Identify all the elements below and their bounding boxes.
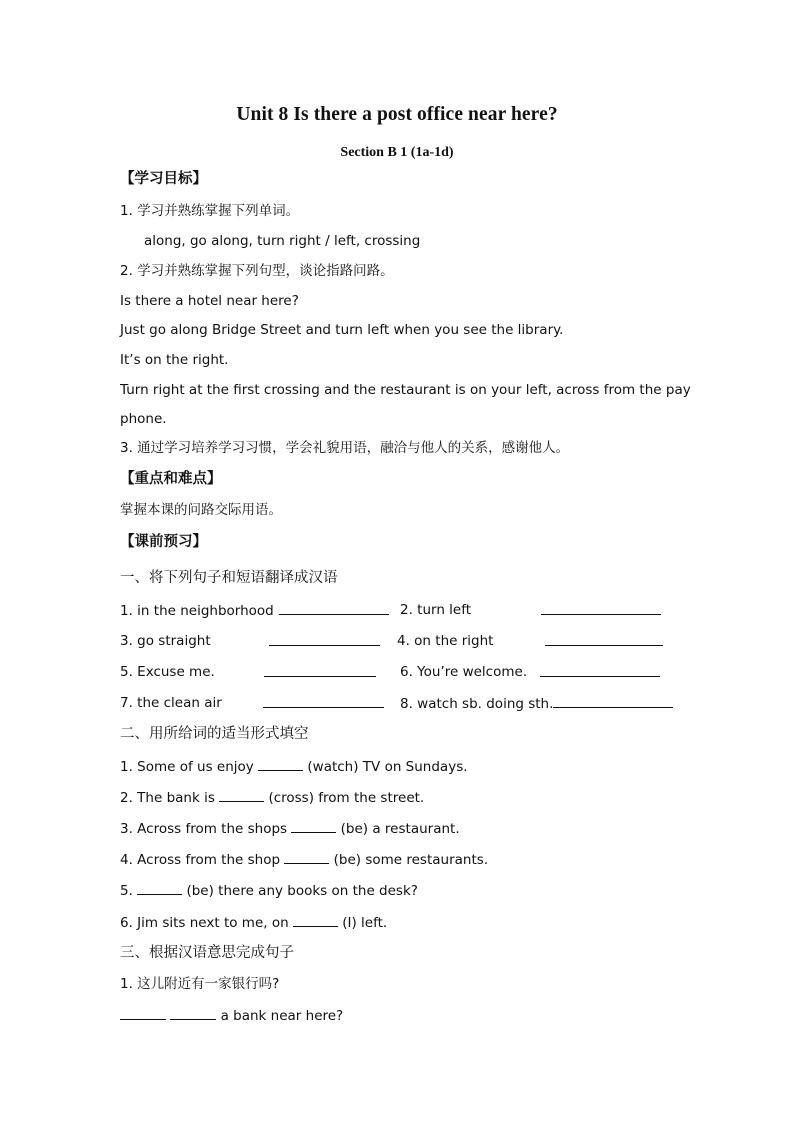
section-subtitle: Section B 1 (1a-1d) (340, 145, 454, 160)
page-title: Unit 8 Is there a post office near here? (236, 104, 558, 125)
objective-2: 2. 学习并熟练掌握下列句型，谈论指路问路。 (120, 263, 394, 279)
part-1-heading: 一、将下列句子和短语翻译成汉语 (120, 570, 338, 586)
answer-blank-wrap (541, 601, 661, 620)
part-3-heading: 三、根据汉语意思完成句子 (120, 945, 294, 961)
fill-item: 6. Jim sits next to me, on (I) left. (120, 915, 388, 931)
objective-1: 1. 学习并熟练掌握下列单词。 (120, 203, 300, 219)
answer-blank-wrap (540, 663, 660, 682)
answer-blank[interactable] (269, 632, 380, 646)
answer-blank[interactable] (545, 632, 663, 646)
key-points-text: 掌握本课的问路交际用语。 (120, 502, 282, 518)
translate-item: 7. the clean air (120, 695, 222, 711)
fill-item: 4. Across from the shop (be) some restaurants. (120, 852, 489, 868)
answer-blank[interactable] (219, 788, 264, 802)
translate-item: 6. You’re welcome. (400, 664, 528, 680)
part-2-heading: 二、用所给词的适当形式填空 (120, 726, 309, 742)
answer-blank-wrap (545, 632, 663, 651)
answer-blank[interactable] (284, 850, 329, 864)
answer-blank[interactable] (137, 881, 182, 895)
fill-item: 1. Some of us enjoy (watch) TV on Sundays. (120, 759, 468, 775)
fill-item: 5. (be) there any books on the desk? (120, 883, 418, 899)
objective-3: 3. 通过学习培养学习习惯，学会礼貌用语，融洽与他人的关系，感谢他人。 (120, 440, 570, 456)
answer-blank[interactable] (279, 601, 389, 615)
sentence-4-cont: phone. (120, 411, 167, 427)
objective-1-words: along, go along, turn right / left, crossing (144, 233, 421, 249)
answer-blank[interactable] (264, 663, 376, 677)
translate-item: 3. go straight (120, 633, 211, 649)
answer-blank[interactable] (258, 757, 303, 771)
answer-blank[interactable] (553, 694, 673, 708)
key-points-heading: 【重点和难点】 (120, 471, 222, 487)
sentence-3: It’s on the right. (120, 352, 229, 368)
complete-item-prompt: 1. 这儿附近有一家银行吗? (120, 976, 280, 992)
answer-blank[interactable] (170, 1006, 216, 1020)
answer-blank[interactable] (540, 663, 660, 677)
answer-blank[interactable] (293, 913, 338, 927)
answer-blank[interactable] (541, 601, 661, 615)
sentence-1: Is there a hotel near here? (120, 293, 299, 309)
fill-item: 3. Across from the shops (be) a restaurant. (120, 821, 460, 837)
answer-blank-wrap (264, 663, 376, 682)
objectives-heading: 【学习目标】 (120, 171, 207, 187)
answer-blank[interactable] (291, 819, 336, 833)
translate-item: 5. Excuse me. (120, 664, 215, 680)
fill-item: 2. The bank is (cross) from the street. (120, 790, 425, 806)
translate-item: 1. in the neighborhood (120, 601, 389, 620)
answer-blank-wrap (269, 632, 380, 651)
sentence-2: Just go along Bridge Street and turn left when you see the library. (120, 322, 564, 338)
answer-blank[interactable] (120, 1006, 166, 1020)
translate-item: 8. watch sb. doing sth. (400, 694, 673, 713)
answer-blank[interactable] (263, 694, 384, 708)
translate-item: 2. turn left (400, 602, 472, 618)
preview-heading: 【课前预习】 (120, 534, 207, 550)
sentence-4: Turn right at the first crossing and the restaurant is on your left, across from the pay (120, 382, 691, 398)
translate-item: 4. on the right (397, 633, 494, 649)
answer-blank-wrap (263, 694, 384, 713)
complete-item-answer: a bank near here? (120, 1006, 343, 1025)
